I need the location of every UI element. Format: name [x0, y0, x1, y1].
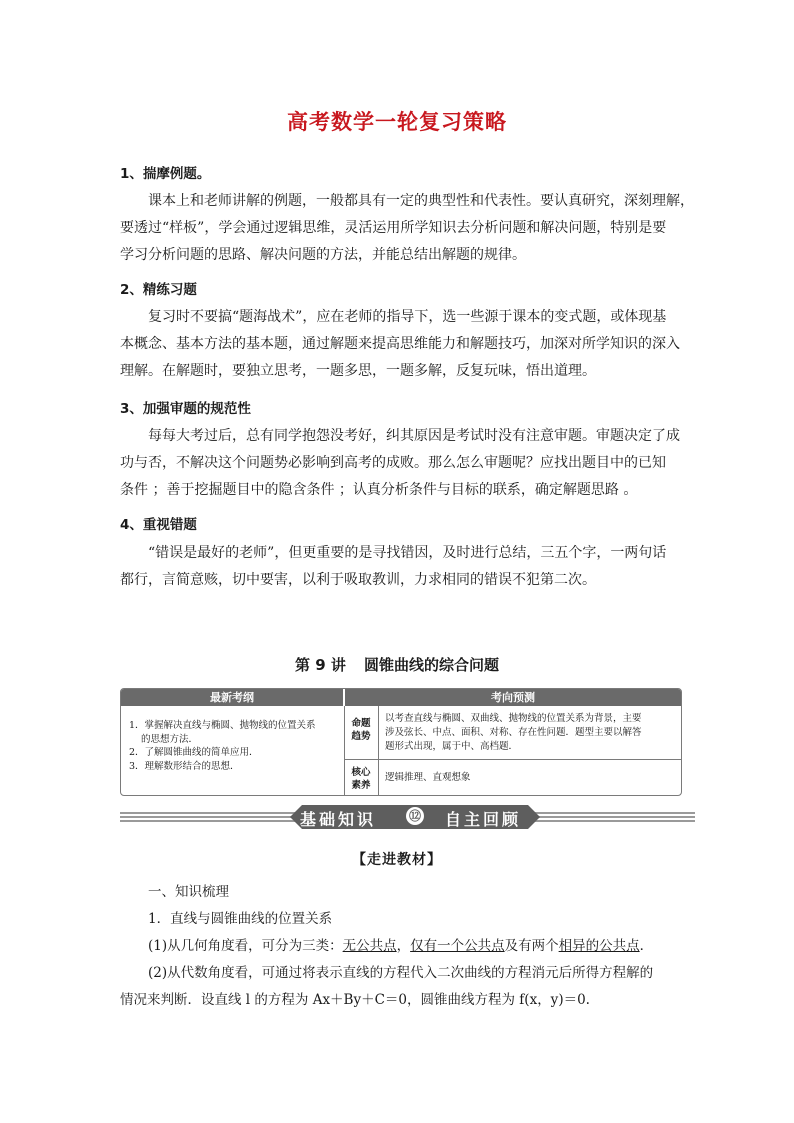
- paragraph-line: “错误是最好的老师”，但更重要的是寻找错因，及时进行总结，三五个字，一两句话: [148, 545, 667, 561]
- lecture-title: [0, 654, 794, 675]
- knowledge-paragraph-1: [148, 934, 653, 954]
- knowledge-heading: 一、知识梳理: [148, 884, 229, 900]
- outline-item: 的思想方法．: [141, 733, 199, 745]
- table-divider: [378, 706, 379, 795]
- outline-left-header: 最新考纲: [121, 689, 343, 706]
- section-banner: [120, 804, 695, 830]
- paragraph-line: 要透过“样板”，学会通过逻辑思维，灵活运用所学知识去分析问题和解决问题，特别是要: [120, 220, 667, 236]
- literacy-label-line: 素养: [351, 780, 371, 791]
- banner-left-text: 基础知识: [300, 810, 377, 829]
- paragraph-line: 理解。在解题时，要独立思考，一题多思，一题多解，反复玩味，悟出道理。: [120, 363, 596, 379]
- paragraph-line: 本概念、基本方法的基本题，通过解题来提高思维能力和解题技巧，加深对所学知识的深入: [120, 336, 680, 352]
- underlined-answer: 无公共点: [342, 938, 397, 954]
- text-span: ．: [639, 938, 654, 954]
- section-heading-4: 4、重视错题: [120, 517, 197, 533]
- trend-text-line: 涉及弦长、中点、面积、对称、存在性问题．题型主要以解答: [385, 727, 642, 738]
- outline-item: 1．掌握解决直线与椭圆、抛物线的位置关系: [129, 720, 316, 731]
- section-heading-3: 3、加强审题的规范性: [120, 401, 251, 417]
- lecture-number: 第 9 讲: [295, 656, 346, 674]
- section-heading-1: 1、揣摩例题。: [120, 166, 211, 182]
- trend-text: [385, 712, 675, 754]
- paragraph-line: 每每大考过后，总有同学抱怨没考好，纠其原因是考试时没有注意审题。审题决定了成: [148, 428, 680, 444]
- knowledge-paragraph-2-line-1: (2)从代数角度看，可通过将表示直线的方程代入二次曲线的方程消元后所得方程解的: [148, 965, 654, 981]
- paragraph-line: 复习时不要搞“题海战术”，应在老师的指导下，选一些源于课本的变式题，或体现基: [148, 309, 667, 325]
- underlined-answer: 仅有一个公共点: [410, 938, 505, 954]
- trend-label: [347, 717, 375, 743]
- section-heading-2: 2、精练习题: [120, 282, 197, 298]
- text-span: 及有两个: [504, 938, 559, 954]
- outline-right-header: 考向预测: [345, 689, 681, 706]
- page-title: 高考数学一轮复习策略: [287, 110, 507, 134]
- section-paragraph-3: [120, 423, 680, 504]
- outline-table: [120, 688, 682, 796]
- underlined-answer: 相异的公共点: [558, 938, 640, 954]
- paragraph-line: 功与否，不解决这个问题势必影响到高考的成败。那么怎么审题呢？应找出题目中的已知: [120, 455, 666, 471]
- literacy-text: 逻辑推理、直观想象: [385, 772, 471, 783]
- outline-item: 3．理解数形结合的思想．: [129, 760, 240, 772]
- section-paragraph-2: [120, 304, 680, 385]
- outline-left-list: [129, 719, 341, 773]
- banner-right-text: 自主回顾: [445, 810, 522, 829]
- trend-label-line: 命题: [351, 718, 371, 729]
- knowledge-paragraph-2-line-2: 情况来判断．设直线 l 的方程为 Ax＋By＋C＝0，圆锥曲线方程为 f(x，y)＝0.: [120, 992, 590, 1008]
- outline-item: 2．了解圆锥曲线的简单应用．: [129, 747, 259, 758]
- literacy-label-line: 核心: [351, 767, 371, 778]
- literacy-label: [347, 766, 375, 792]
- paragraph-line: 学习分析问题的思路、解决问题的方法，并能总结出解题的规律。: [120, 247, 526, 263]
- lecture-name: 圆锥曲线的综合问题: [363, 656, 499, 674]
- sub-heading: 【走进教材】: [352, 852, 442, 868]
- section-paragraph-1: [120, 188, 694, 269]
- paragraph-line: 课本上和老师讲解的例题，一般都具有一定的典型性和代表性。要认真研究，深刻理解，: [148, 193, 694, 209]
- text-span: (1)从几何角度看，可分为三类：: [148, 938, 343, 954]
- text-span: ，: [396, 938, 411, 954]
- paragraph-line: 条件 ；善于挖掘题目中的隐含条件 ；认真分析条件与目标的联系，确定解题思路 。: [120, 482, 638, 498]
- section-paragraph-4: [120, 540, 680, 594]
- trend-label-line: 趋势: [351, 731, 371, 742]
- trend-text-line: 题形式出现，属于中、高档题．: [385, 741, 519, 752]
- paragraph-line: 都行，言简意赅，切中要害，以利于吸取教训，力求相同的错误不犯第二次。: [120, 572, 596, 588]
- table-divider: [345, 759, 681, 760]
- knowledge-subheading: 1．直线与圆锥曲线的位置关系: [148, 911, 333, 927]
- trend-text-line: 以考查直线与椭圆、双曲线、抛物线的位置关系为背景，主要: [385, 713, 642, 724]
- table-divider: [344, 706, 345, 795]
- banner-emblem-icon: ⑫: [406, 807, 424, 825]
